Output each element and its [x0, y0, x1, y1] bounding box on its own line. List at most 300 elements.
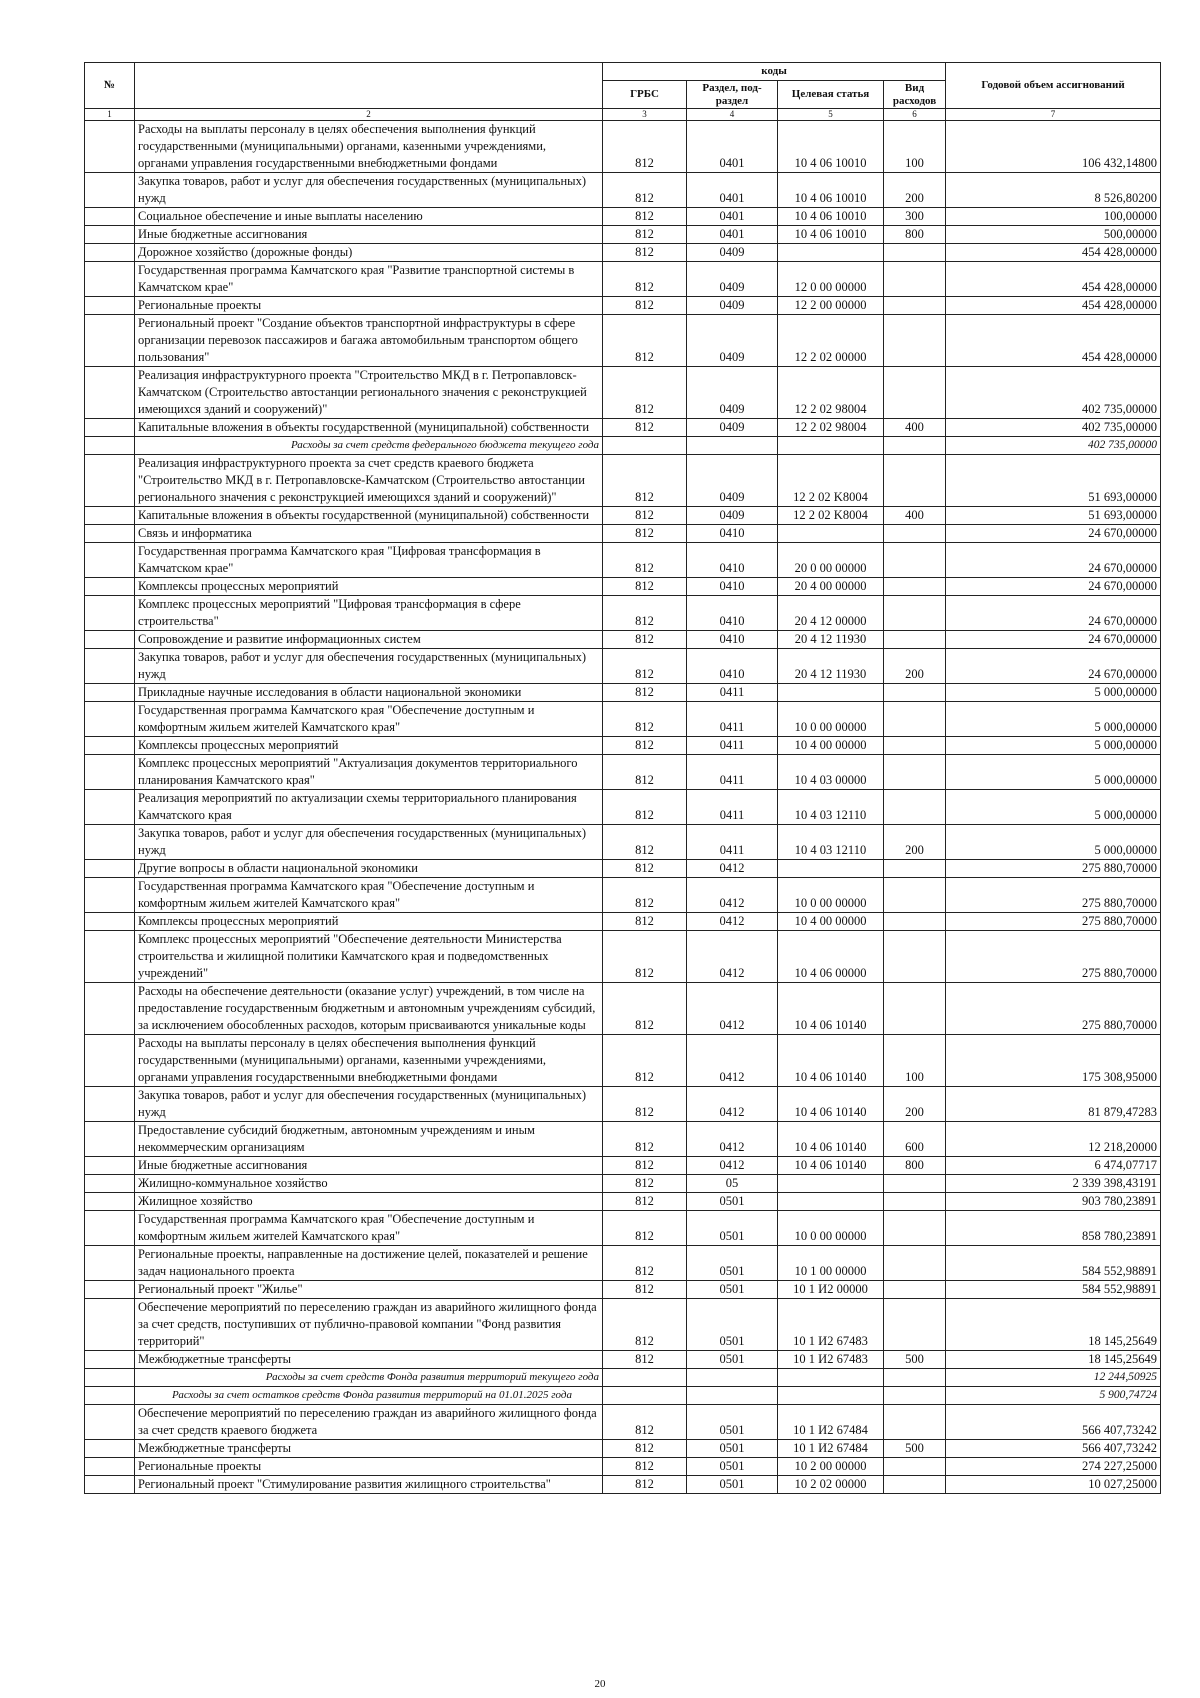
row-amount-cell: 274 227,25000	[946, 1458, 1161, 1476]
row-razdel-cell: 0401	[687, 208, 778, 226]
row-grbs-cell: 812	[603, 367, 687, 419]
row-number-cell	[85, 208, 135, 226]
row-vid-cell	[884, 1211, 946, 1246]
row-target-cell: 10 2 02 00000	[778, 1476, 884, 1494]
row-vid-cell: 500	[884, 1351, 946, 1369]
row-number-cell	[85, 649, 135, 684]
row-number-cell	[85, 1122, 135, 1157]
row-razdel-cell: 0409	[687, 367, 778, 419]
table-row	[85, 913, 1161, 931]
index-cell: 7	[946, 109, 1161, 121]
row-grbs-cell	[603, 437, 687, 455]
row-vid-cell	[884, 790, 946, 825]
row-amount-cell: 81 879,47283	[946, 1087, 1161, 1122]
row-vid-cell	[884, 1175, 946, 1193]
row-target-cell: 10 4 03 00000	[778, 755, 884, 790]
row-target-cell: 10 4 06 10140	[778, 1035, 884, 1087]
row-vid-cell	[884, 1246, 946, 1281]
row-grbs-cell: 812	[603, 244, 687, 262]
row-razdel-cell: 0411	[687, 702, 778, 737]
row-name-cell: Комплекс процессных мероприятий "Обеспечение деятельности Министерства строительства и жилищной политики Камчатского края и подведомственных учреждений"	[135, 931, 603, 983]
table-row	[85, 262, 1161, 297]
row-number-cell	[85, 578, 135, 596]
row-target-cell: 20 4 12 00000	[778, 596, 884, 631]
row-number-cell	[85, 173, 135, 208]
row-target-cell: 10 0 00 00000	[778, 702, 884, 737]
row-target-cell	[778, 525, 884, 543]
row-number-cell	[85, 244, 135, 262]
row-amount-cell: 24 670,00000	[946, 649, 1161, 684]
row-target-cell: 10 0 00 00000	[778, 1211, 884, 1246]
row-razdel-cell: 0411	[687, 755, 778, 790]
row-grbs-cell: 812	[603, 1351, 687, 1369]
row-name-cell: Комплексы процессных мероприятий	[135, 737, 603, 755]
row-razdel-cell: 0411	[687, 684, 778, 702]
row-amount-cell: 24 670,00000	[946, 596, 1161, 631]
row-amount-cell: 5 000,00000	[946, 755, 1161, 790]
row-name-cell: Расходы за счет остатков средств Фонда развития территорий на 01.01.2025 года	[135, 1387, 603, 1405]
row-grbs-cell: 812	[603, 297, 687, 315]
row-number-cell	[85, 1369, 135, 1387]
index-cell: 2	[135, 109, 603, 121]
row-target-cell	[778, 1387, 884, 1405]
table-row	[85, 1351, 1161, 1369]
row-target-cell: 10 4 03 12110	[778, 790, 884, 825]
row-razdel-cell: 0501	[687, 1211, 778, 1246]
row-vid-cell: 800	[884, 1157, 946, 1175]
row-vid-cell	[884, 262, 946, 297]
row-target-cell: 20 0 00 00000	[778, 543, 884, 578]
row-razdel-cell: 0410	[687, 596, 778, 631]
row-grbs-cell: 812	[603, 578, 687, 596]
row-target-cell	[778, 244, 884, 262]
column-index-row	[85, 109, 1161, 121]
row-vid-cell	[884, 367, 946, 419]
row-number-cell	[85, 790, 135, 825]
row-vid-cell	[884, 1458, 946, 1476]
row-name-cell: Сопровождение и развитие информационных систем	[135, 631, 603, 649]
row-target-cell	[778, 860, 884, 878]
row-amount-cell: 24 670,00000	[946, 543, 1161, 578]
row-number-cell	[85, 596, 135, 631]
row-vid-cell	[884, 543, 946, 578]
table-row	[85, 1387, 1161, 1405]
row-name-cell: Закупка товаров, работ и услуг для обеспечения государственных (муниципальных) нужд	[135, 1087, 603, 1122]
row-vid-cell	[884, 1476, 946, 1494]
header-codes: коды	[603, 63, 946, 81]
row-grbs-cell: 812	[603, 1405, 687, 1440]
row-target-cell: 10 1 00 00000	[778, 1246, 884, 1281]
row-name-cell: Региональные проекты	[135, 1458, 603, 1476]
row-number-cell	[85, 983, 135, 1035]
row-grbs-cell: 812	[603, 525, 687, 543]
row-target-cell	[778, 437, 884, 455]
row-grbs-cell: 812	[603, 755, 687, 790]
row-target-cell: 10 1 И2 67484	[778, 1405, 884, 1440]
row-amount-cell: 100,00000	[946, 208, 1161, 226]
budget-table-sheet	[84, 62, 1160, 1494]
row-target-cell: 12 2 02 00000	[778, 315, 884, 367]
row-grbs-cell: 812	[603, 1211, 687, 1246]
page-number: 20	[594, 1678, 606, 1690]
row-razdel-cell: 0410	[687, 543, 778, 578]
table-body	[85, 121, 1161, 1494]
row-razdel-cell: 0501	[687, 1476, 778, 1494]
row-amount-cell: 5 000,00000	[946, 790, 1161, 825]
row-number-cell	[85, 702, 135, 737]
row-name-cell: Комплексы процессных мероприятий	[135, 578, 603, 596]
table-row	[85, 1035, 1161, 1087]
table-row	[85, 1281, 1161, 1299]
row-amount-cell: 454 428,00000	[946, 297, 1161, 315]
row-target-cell: 10 4 06 10010	[778, 121, 884, 173]
table-row	[85, 297, 1161, 315]
index-cell: 6	[884, 109, 946, 121]
row-razdel-cell	[687, 1369, 778, 1387]
row-razdel-cell: 0501	[687, 1246, 778, 1281]
table-row	[85, 315, 1161, 367]
row-grbs-cell: 812	[603, 226, 687, 244]
table-row	[85, 825, 1161, 860]
row-name-cell: Расходы за счет средств федерального бюджета текущего года	[135, 437, 603, 455]
row-razdel-cell: 0410	[687, 649, 778, 684]
row-vid-cell	[884, 596, 946, 631]
row-grbs-cell: 812	[603, 1087, 687, 1122]
row-grbs-cell: 812	[603, 737, 687, 755]
row-grbs-cell: 812	[603, 262, 687, 297]
table-row	[85, 649, 1161, 684]
row-number-cell	[85, 684, 135, 702]
row-target-cell: 10 4 06 10140	[778, 1157, 884, 1175]
row-target-cell: 12 2 02 K8004	[778, 507, 884, 525]
table-row	[85, 1175, 1161, 1193]
row-name-cell: Реализация инфраструктурного проекта за счет средств краевого бюджета "Строительство МКД в г. Петропавловске-Камчатском (Строительство автостанции регионального значения с реконструкцией имеющихся зданий и сооружений)"	[135, 455, 603, 507]
row-name-cell: Предоставление субсидий бюджетным, автономным учреждениям и иным некоммерческим организациям	[135, 1122, 603, 1157]
row-grbs-cell: 812	[603, 455, 687, 507]
index-cell: 5	[778, 109, 884, 121]
row-name-cell: Другие вопросы в области национальной экономики	[135, 860, 603, 878]
table-row	[85, 860, 1161, 878]
row-number-cell	[85, 1211, 135, 1246]
row-target-cell: 12 0 00 00000	[778, 262, 884, 297]
row-name-cell: Межбюджетные трансферты	[135, 1440, 603, 1458]
row-grbs-cell: 812	[603, 1458, 687, 1476]
row-number-cell	[85, 1175, 135, 1193]
row-amount-cell: 275 880,70000	[946, 878, 1161, 913]
row-grbs-cell: 812	[603, 1175, 687, 1193]
row-amount-cell: 5 000,00000	[946, 825, 1161, 860]
row-target-cell: 10 4 03 12110	[778, 825, 884, 860]
row-vid-cell: 200	[884, 649, 946, 684]
row-amount-cell: 275 880,70000	[946, 860, 1161, 878]
table-row	[85, 1458, 1161, 1476]
row-vid-cell: 200	[884, 173, 946, 208]
row-amount-cell: 275 880,70000	[946, 931, 1161, 983]
table-row	[85, 437, 1161, 455]
table-row	[85, 931, 1161, 983]
row-target-cell: 12 2 02 K8004	[778, 455, 884, 507]
row-grbs-cell: 812	[603, 684, 687, 702]
row-vid-cell	[884, 1369, 946, 1387]
row-number-cell	[85, 825, 135, 860]
header-grbs: ГРБС	[603, 81, 687, 109]
row-number-cell	[85, 755, 135, 790]
row-vid-cell	[884, 684, 946, 702]
row-vid-cell: 200	[884, 1087, 946, 1122]
row-amount-cell: 12 218,20000	[946, 1122, 1161, 1157]
row-amount-cell: 566 407,73242	[946, 1405, 1161, 1440]
row-razdel-cell: 0412	[687, 1122, 778, 1157]
table-row	[85, 367, 1161, 419]
row-target-cell: 12 2 00 00000	[778, 297, 884, 315]
row-target-cell: 10 4 06 10140	[778, 1122, 884, 1157]
row-name-cell: Иные бюджетные ассигнования	[135, 226, 603, 244]
row-name-cell: Государственная программа Камчатского края "Обеспечение доступным и комфортным жильем жителей Камчатского края"	[135, 878, 603, 913]
table-row	[85, 1476, 1161, 1494]
row-vid-cell	[884, 737, 946, 755]
row-number-cell	[85, 631, 135, 649]
row-name-cell: Обеспечение мероприятий по переселению граждан из аварийного жилищного фонда за счет средств краевого бюджета	[135, 1405, 603, 1440]
table-row	[85, 1193, 1161, 1211]
row-grbs-cell: 812	[603, 1440, 687, 1458]
row-razdel-cell: 0401	[687, 173, 778, 208]
row-name-cell: Государственная программа Камчатского края "Развитие транспортной системы в Камчатском крае"	[135, 262, 603, 297]
row-target-cell: 20 4 12 11930	[778, 631, 884, 649]
row-name-cell: Расходы на выплаты персоналу в целях обеспечения выполнения функций государственными (муниципальными) органами, казенными учреждениями, органами управления государственными внебюджетными фондами	[135, 1035, 603, 1087]
header-vid: Вид расходов	[884, 81, 946, 109]
table-row	[85, 631, 1161, 649]
table-row	[85, 173, 1161, 208]
row-amount-cell: 454 428,00000	[946, 315, 1161, 367]
row-name-cell: Комплекс процессных мероприятий "Цифровая трансформация в сфере строительства"	[135, 596, 603, 631]
row-number-cell	[85, 1405, 135, 1440]
row-razdel-cell: 0412	[687, 1035, 778, 1087]
table-row	[85, 543, 1161, 578]
table-row	[85, 121, 1161, 173]
row-razdel-cell: 0409	[687, 419, 778, 437]
row-amount-cell: 12 244,50925	[946, 1369, 1161, 1387]
row-vid-cell	[884, 631, 946, 649]
row-razdel-cell	[687, 437, 778, 455]
row-vid-cell: 100	[884, 1035, 946, 1087]
row-number-cell	[85, 913, 135, 931]
row-grbs-cell: 812	[603, 1122, 687, 1157]
row-razdel-cell: 0412	[687, 1087, 778, 1122]
row-number-cell	[85, 507, 135, 525]
header-cel: Целевая статья	[778, 81, 884, 109]
row-number-cell	[85, 1281, 135, 1299]
row-razdel-cell: 0401	[687, 121, 778, 173]
row-razdel-cell: 0409	[687, 315, 778, 367]
row-vid-cell	[884, 931, 946, 983]
row-number-cell	[85, 1035, 135, 1087]
row-grbs-cell: 812	[603, 702, 687, 737]
row-grbs-cell: 812	[603, 507, 687, 525]
row-grbs-cell: 812	[603, 315, 687, 367]
row-vid-cell	[884, 455, 946, 507]
row-grbs-cell: 812	[603, 1476, 687, 1494]
row-number-cell	[85, 1246, 135, 1281]
row-razdel-cell: 0501	[687, 1351, 778, 1369]
row-vid-cell	[884, 297, 946, 315]
row-vid-cell: 200	[884, 825, 946, 860]
row-number-cell	[85, 1351, 135, 1369]
row-vid-cell	[884, 1281, 946, 1299]
row-target-cell: 10 4 06 10140	[778, 1087, 884, 1122]
row-grbs-cell: 812	[603, 649, 687, 684]
table-row	[85, 596, 1161, 631]
row-vid-cell: 600	[884, 1122, 946, 1157]
row-target-cell: 10 4 06 10010	[778, 226, 884, 244]
row-number-cell	[85, 1387, 135, 1405]
row-target-cell: 10 1 И2 67483	[778, 1299, 884, 1351]
row-number-cell	[85, 1193, 135, 1211]
row-amount-cell: 402 735,00000	[946, 419, 1161, 437]
row-razdel-cell: 0410	[687, 525, 778, 543]
row-amount-cell: 51 693,00000	[946, 507, 1161, 525]
table-row	[85, 226, 1161, 244]
index-cell: 4	[687, 109, 778, 121]
header-amount: Годовой объем ассигнований	[946, 63, 1161, 109]
row-name-cell: Межбюджетные трансферты	[135, 1351, 603, 1369]
row-vid-cell: 800	[884, 226, 946, 244]
row-grbs-cell: 812	[603, 878, 687, 913]
row-razdel-cell: 0412	[687, 860, 778, 878]
row-name-cell: Обеспечение мероприятий по переселению граждан из аварийного жилищного фонда за счет средств, поступивших от публично-правовой компании "Фонд развития территорий"	[135, 1299, 603, 1351]
row-vid-cell	[884, 578, 946, 596]
table-row	[85, 1299, 1161, 1351]
row-name-cell: Региональные проекты	[135, 297, 603, 315]
row-razdel-cell: 0501	[687, 1440, 778, 1458]
row-vid-cell	[884, 1299, 946, 1351]
row-target-cell: 10 4 00 00000	[778, 737, 884, 755]
row-razdel-cell: 0501	[687, 1405, 778, 1440]
row-grbs-cell: 812	[603, 208, 687, 226]
row-amount-cell: 24 670,00000	[946, 631, 1161, 649]
row-name-cell: Региональный проект "Жилье"	[135, 1281, 603, 1299]
row-amount-cell: 8 526,80200	[946, 173, 1161, 208]
row-amount-cell: 175 308,95000	[946, 1035, 1161, 1087]
budget-table	[84, 62, 1161, 1494]
row-target-cell	[778, 1369, 884, 1387]
header-name	[135, 63, 603, 109]
row-vid-cell	[884, 1387, 946, 1405]
row-razdel-cell: 0412	[687, 913, 778, 931]
row-name-cell: Реализация мероприятий по актуализации схемы территориального планирования Камчатского края	[135, 790, 603, 825]
row-vid-cell	[884, 983, 946, 1035]
row-amount-cell: 24 670,00000	[946, 578, 1161, 596]
row-name-cell: Жилищное хозяйство	[135, 1193, 603, 1211]
row-razdel-cell: 0409	[687, 262, 778, 297]
row-razdel-cell: 0410	[687, 578, 778, 596]
row-grbs-cell: 812	[603, 1193, 687, 1211]
row-number-cell	[85, 121, 135, 173]
header-razdel: Раздел, под-раздел	[687, 81, 778, 109]
row-name-cell: Дорожное хозяйство (дорожные фонды)	[135, 244, 603, 262]
row-target-cell: 10 4 06 00000	[778, 931, 884, 983]
row-razdel-cell	[687, 1387, 778, 1405]
row-amount-cell: 903 780,23891	[946, 1193, 1161, 1211]
row-amount-cell: 566 407,73242	[946, 1440, 1161, 1458]
row-name-cell: Закупка товаров, работ и услуг для обеспечения государственных (муниципальных) нужд	[135, 825, 603, 860]
row-razdel-cell: 0501	[687, 1281, 778, 1299]
row-grbs-cell: 812	[603, 931, 687, 983]
row-grbs-cell	[603, 1369, 687, 1387]
row-razdel-cell: 0501	[687, 1299, 778, 1351]
row-amount-cell: 275 880,70000	[946, 913, 1161, 931]
row-grbs-cell: 812	[603, 1035, 687, 1087]
row-amount-cell: 6 474,07717	[946, 1157, 1161, 1175]
row-razdel-cell: 0412	[687, 1157, 778, 1175]
row-name-cell: Государственная программа Камчатского края "Обеспечение доступным и комфортным жильем жителей Камчатского края"	[135, 702, 603, 737]
row-razdel-cell: 0412	[687, 931, 778, 983]
row-amount-cell: 5 000,00000	[946, 737, 1161, 755]
row-name-cell: Государственная программа Камчатского края "Цифровая трансформация в Камчатском крае"	[135, 543, 603, 578]
row-razdel-cell: 0411	[687, 737, 778, 755]
row-name-cell: Комплекс процессных мероприятий "Актуализация документов территориального планирования Камчатского края"	[135, 755, 603, 790]
row-number-cell	[85, 525, 135, 543]
row-vid-cell: 100	[884, 121, 946, 173]
row-grbs-cell: 812	[603, 825, 687, 860]
row-grbs-cell: 812	[603, 1246, 687, 1281]
row-amount-cell: 24 670,00000	[946, 525, 1161, 543]
table-row	[85, 755, 1161, 790]
row-name-cell: Капитальные вложения в объекты государственной (муниципальной) собственности	[135, 419, 603, 437]
table-row	[85, 455, 1161, 507]
row-name-cell: Социальное обеспечение и иные выплаты населению	[135, 208, 603, 226]
row-razdel-cell: 0411	[687, 790, 778, 825]
row-grbs-cell: 812	[603, 1281, 687, 1299]
row-name-cell: Закупка товаров, работ и услуг для обеспечения государственных (муниципальных) нужд	[135, 649, 603, 684]
row-name-cell: Комплексы процессных мероприятий	[135, 913, 603, 931]
row-razdel-cell: 0409	[687, 297, 778, 315]
header-num: №	[85, 63, 135, 109]
row-vid-cell	[884, 525, 946, 543]
row-name-cell: Иные бюджетные ассигнования	[135, 1157, 603, 1175]
row-target-cell	[778, 1175, 884, 1193]
row-number-cell	[85, 931, 135, 983]
row-vid-cell: 400	[884, 419, 946, 437]
row-number-cell	[85, 1458, 135, 1476]
table-row	[85, 684, 1161, 702]
row-vid-cell	[884, 1405, 946, 1440]
row-target-cell: 10 0 00 00000	[778, 878, 884, 913]
row-grbs-cell: 812	[603, 860, 687, 878]
row-name-cell: Связь и информатика	[135, 525, 603, 543]
row-name-cell: Расходы за счет средств Фонда развития территорий текущего года	[135, 1369, 603, 1387]
row-razdel-cell: 0410	[687, 631, 778, 649]
row-grbs-cell: 812	[603, 419, 687, 437]
row-grbs-cell	[603, 1387, 687, 1405]
row-number-cell	[85, 1440, 135, 1458]
row-target-cell: 10 2 00 00000	[778, 1458, 884, 1476]
row-target-cell: 12 2 02 98004	[778, 367, 884, 419]
row-target-cell: 10 4 06 10140	[778, 983, 884, 1035]
row-amount-cell: 275 880,70000	[946, 983, 1161, 1035]
row-number-cell	[85, 1299, 135, 1351]
row-amount-cell: 402 735,00000	[946, 437, 1161, 455]
row-razdel-cell: 0412	[687, 983, 778, 1035]
row-name-cell: Расходы на выплаты персоналу в целях обеспечения выполнения функций государственными (муниципальными) органами, казенными учреждениями, органами управления государственными внебюджетными фондами	[135, 121, 603, 173]
row-name-cell: Расходы на обеспечение деятельности (оказание услуг) учреждений, в том числе на предоставление государственным бюджетным и автономным учреждениям субсидий, за исключением обособленных расходов, которым присваиваются уникальные коды	[135, 983, 603, 1035]
row-amount-cell: 454 428,00000	[946, 244, 1161, 262]
table-row	[85, 737, 1161, 755]
row-name-cell: Государственная программа Камчатского края "Обеспечение доступным и комфортным жильем жителей Камчатского края"	[135, 1211, 603, 1246]
row-amount-cell: 5 900,74724	[946, 1387, 1161, 1405]
table-row	[85, 419, 1161, 437]
row-name-cell: Региональный проект "Создание объектов транспортной инфраструктуры в сфере организации перевозок пассажиров и багажа автомобильным транспортом общего пользования"	[135, 315, 603, 367]
row-amount-cell: 454 428,00000	[946, 262, 1161, 297]
